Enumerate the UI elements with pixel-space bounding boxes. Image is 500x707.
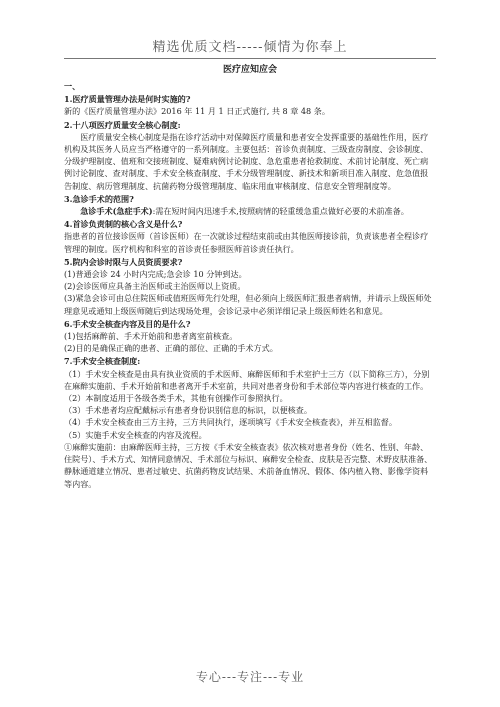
page-header: 精选优质文档-----倾情为你奉上 [152,40,348,55]
question-7-heading: 7.手术安全核查制度: [64,356,141,367]
question-7-item: （2）本制度适用于各级各类手术，其他有创操作可参照执行。 [64,393,288,404]
question-6-heading: 6.手术安全核查内容及目的是什么? [64,318,191,329]
question-6-item: (2)目的是确保正确的患者、正确的部位、正确的手术方式。 [64,343,278,354]
question-1-heading: 1.医疗质量管理办法是何时实施的? [64,94,191,105]
question-4-answer: 指患者的首位接诊医师（首诊医师）在一次就诊过程结束前或由其他医师接诊前，负责该患者全程诊疗管理的制度。医疗机构和科室的首诊责任参照医师首诊责任执行。 [64,231,429,254]
question-4-heading: 4.首诊负责制的核心含义是什么? [64,219,183,230]
question-3-lead-term: 急诊手术(急症手术) [80,206,153,217]
document-body [64,64,436,490]
question-3-answer [64,205,436,217]
question-7-item: （4）手术安全核查由三方主持，三方共同执行，逐项填写《手术安全核查表》，并互相监督。 [64,417,397,428]
question-1-answer: 新的《医疗质量管理办法》2016 年 11 月 1 日正式施行, 共 8 章 48 条。 [64,106,330,117]
question-5-item: (3)紧急会诊可由总住院医师或值班医师先行处理，但必须向上级医师汇报患者病情，并请示上级医师处理意见或通知上级医师随后到达现场处理，会诊记录中必须详细记录上级医师姓名和意见。 [64,293,432,316]
question-5-item: (1)普通会诊 24 小时内完成;急会诊 10 分钟到达。 [64,269,247,280]
header-divider [64,58,436,59]
page-footer: 专心---专注---专业 [195,670,305,684]
question-2-answer: 医疗质量安全核心制度是指在诊疗活动中对保障医疗质量和患者安全发挥重要的基础性作用，医疗机构及其医务人员应当严格遵守的一系列制度。主要包括：首诊负责制度、三级查房制度、会诊制度、分级护理制度、值班和交接班制度、疑难病例讨论制度、急危重患者抢救制度、术前讨论制度、死亡病例讨论制度、查对制度、手术安全核查制度、手术分级管理制度、新技术和新项目准入制度、危急值报告制度、病历管理制度、抗菌药物分级管理制度、临床用血审核制度、信息安全管理制度等。 [64,131,429,191]
question-7-item: （5）实施手术安全核查的内容及流程。 [64,429,207,440]
question-7-item: （1）手术安全核查是由具有执业资质的手术医师、麻醉医师和手术室护士三方（以下简称三方），分别在麻醉实施前、手术开始前和患者离开手术室前，共同对患者身份和手术部位等内容进行核查的工作。 [64,368,430,391]
question-7-item: （3）手术患者均应配戴标示有患者身份识别信息的标识，以便核查。 [64,405,312,416]
question-3-answer-text: :需在短时间内迅速手术,按照病情的轻重缓急重点做好必要的术前准备。 [152,206,409,217]
question-5-item: (2)会诊医师应具备主治医师或主治医师以上资质。 [64,281,246,292]
question-3-heading: 3.急诊手术的范围? [64,193,134,204]
question-2-heading: 2.十八项医疗质量安全核心制度: [64,119,181,130]
section-number: 一、 [64,81,81,91]
document-title: 医疗应知应会 [222,65,277,75]
question-5-heading: 5.院内会诊时限与人员资质要求? [64,256,183,267]
question-6-item: (1)包括麻醉前、手术开始前和患者离室前核查。 [64,331,238,342]
question-7-item: ①麻醉实施前：由麻醉医师主持，三方按《手术安全核查表》依次核对患者身份（姓名、性别、年龄、住院号）、手术方式、知情同意情况、手术部位与标识、麻醉安全检查、皮肤是否完整、术野皮肤准备、静脉通道建立情况、患者过敏史、抗菌药物皮试结果、术前备血情况、假体、体内植入物、影像学资料等内容。 [64,441,433,489]
